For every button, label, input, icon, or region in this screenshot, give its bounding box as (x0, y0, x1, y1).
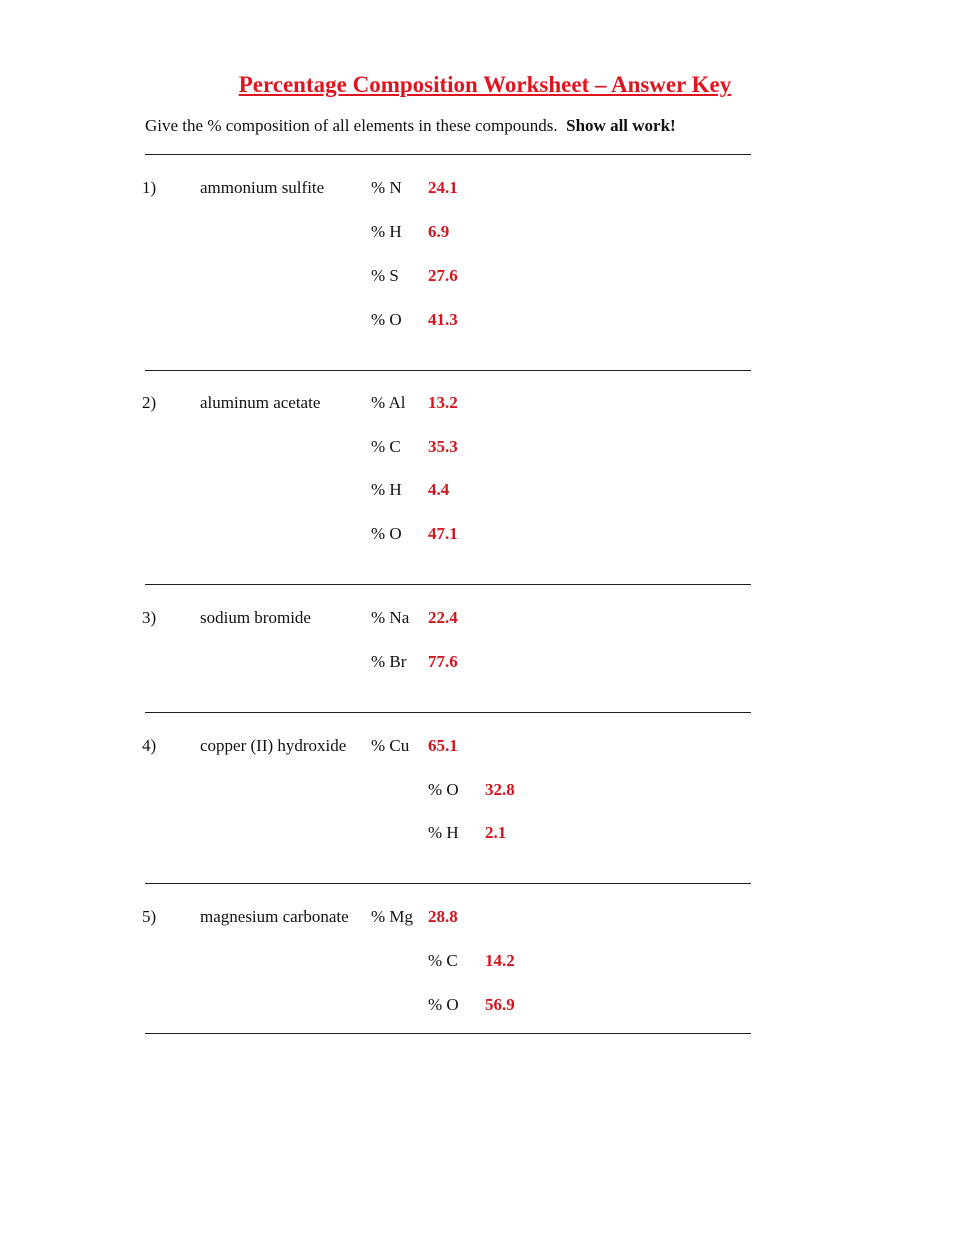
element-label: % Br (371, 652, 407, 671)
element-label: % O (371, 310, 402, 329)
answer-value: 77.6 (428, 652, 458, 671)
answer-value: 6.9 (428, 222, 450, 241)
answer-value: 28.8 (428, 907, 458, 926)
problem-number: 4) (142, 736, 157, 755)
answer-value: 13.2 (428, 393, 458, 412)
divider (145, 883, 751, 884)
element-label: % H (371, 222, 402, 241)
page-title: Percentage Composition Worksheet – Answer Key (238, 72, 732, 97)
problem-number: 5) (142, 907, 157, 926)
answer-value: 14.2 (485, 951, 515, 970)
element-label: % Na (371, 608, 410, 627)
element-label: % S (371, 266, 399, 285)
compound-name: sodium bromide (200, 608, 311, 627)
answer-value: 22.4 (428, 608, 458, 627)
element-label: % O (371, 524, 402, 543)
problem-number: 3) (142, 608, 157, 627)
answer-value: 41.3 (428, 310, 458, 329)
element-label: % Al (371, 393, 406, 412)
element-label: % C (371, 437, 401, 456)
compound-name: copper (II) hydroxide (200, 736, 347, 755)
answer-value: 2.1 (485, 823, 507, 842)
answer-value: 47.1 (428, 524, 458, 543)
element-label: % O (428, 995, 459, 1014)
divider (145, 712, 751, 713)
instructions-text: Give the % composition of all elements in these compounds. (145, 116, 558, 135)
compound-name: magnesium carbonate (200, 907, 349, 926)
element-label: % Cu (371, 736, 410, 755)
answer-value: 32.8 (485, 780, 515, 799)
divider (145, 370, 751, 371)
element-label: % N (371, 178, 402, 197)
compound-name: ammonium sulfite (200, 178, 325, 197)
answer-value: 24.1 (428, 178, 458, 197)
divider (145, 154, 751, 155)
element-label: % O (428, 780, 459, 799)
problem-number: 2) (142, 393, 157, 412)
answer-value: 4.4 (428, 480, 450, 499)
divider (145, 1033, 751, 1034)
answer-value: 27.6 (428, 266, 458, 285)
answer-value: 65.1 (428, 736, 458, 755)
compound-name: aluminum acetate (200, 393, 321, 412)
instructions-emphasis: Show all work! (566, 116, 676, 135)
element-label: % H (428, 823, 459, 842)
answer-value: 35.3 (428, 437, 458, 456)
element-label: % H (371, 480, 402, 499)
element-label: % C (428, 951, 458, 970)
answer-value: 56.9 (485, 995, 515, 1014)
instructions (145, 116, 676, 136)
problem-number: 1) (142, 178, 157, 197)
element-label: % Mg (371, 907, 414, 926)
divider (145, 584, 751, 585)
